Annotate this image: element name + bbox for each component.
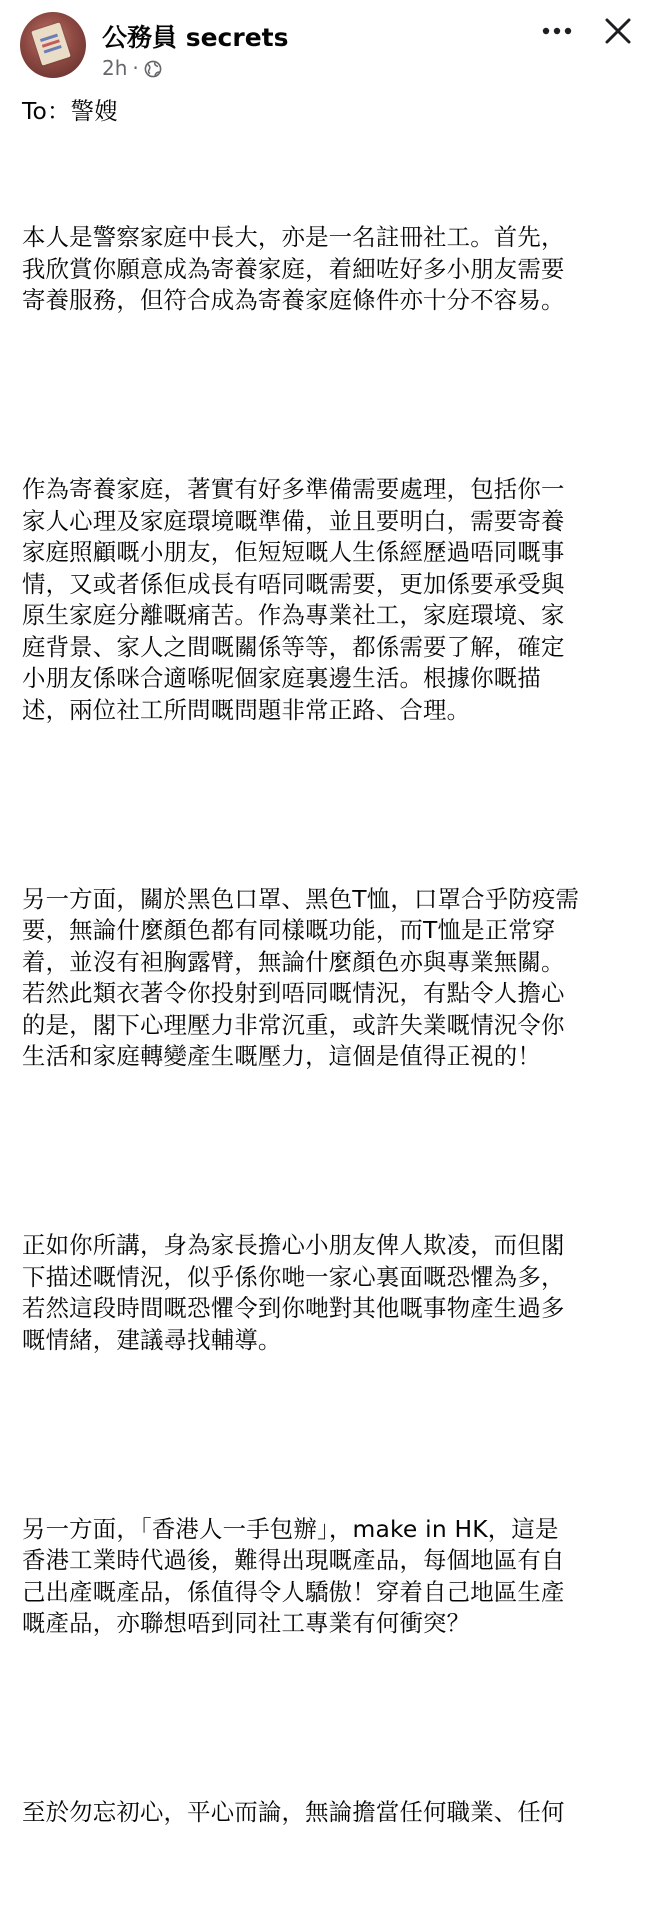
text-line: 至於勿忘初心，平心而論，無論擔當任何職業、任何 (22, 1798, 565, 1826)
text-line: 的是，閣下心理壓力非常沉重，或許失業嘅情況令你 (22, 1010, 565, 1039)
text-line: 另一方面，關於黑色口罩、黑色T恤，口罩合乎防疫需 (22, 884, 580, 913)
greeting (22, 96, 632, 128)
text-line: 述，兩位社工所問嘅問題非常正路、合理。 (22, 695, 471, 724)
text-line: 正如你所講，身為家長擔心小朋友俾人欺凌，而但閣 (22, 1231, 565, 1259)
more-options-button[interactable] (537, 16, 577, 46)
text-line: 着，並沒有袒胸露臂，無論什麼顏色亦與專業無關。 (22, 947, 565, 976)
avatar-image (31, 22, 71, 66)
post-meta (102, 56, 162, 80)
post-text (22, 96, 632, 1923)
text-line: 若然這段時間嘅恐懼令到你哋對其他嘅事物產生過多 (22, 1294, 565, 1322)
text-line: 生活和家庭轉變產生嘅壓力，這個是值得正視的！ (22, 1042, 541, 1070)
text-line: 本人是警察家庭中長大，亦是一名註冊社工。首先， (22, 223, 565, 251)
meta-separator: · (132, 56, 139, 80)
text-line: 原生家庭分離嘅痛苦。作為專業社工，家庭環境、家 (22, 601, 565, 629)
paragraph-1 (22, 159, 632, 380)
paragraph-6 (22, 1734, 632, 1892)
text-line: 若然此類衣著令你投射到唔同嘅情況，有點令人擔心 (22, 979, 565, 1007)
text-line: 嘅情緒，建議尋找輔導。 (22, 1325, 282, 1354)
paragraph-2 (22, 411, 632, 789)
text-line: 另一方面，「香港人一手包辦」，make in HK，這是 (22, 1514, 559, 1543)
text-line: 情，又或者係佢成長有唔同嘅需要，更加係要承受與 (22, 569, 565, 598)
text-line: 家人心理及家庭環境嘅準備，並且要明白，需要寄養 (22, 506, 565, 535)
greeting-line: To：警嫂 (22, 97, 118, 125)
text-line: 寄養服務，但符合成為寄養家庭條件亦十分不容易。 (22, 286, 565, 314)
post-time[interactable]: 2h (102, 56, 128, 80)
text-line: 己出產嘅產品，係值得令人驕傲！穿着自己地區生產 (22, 1577, 565, 1606)
text-line: 嘅產品，亦聯想唔到同社工專業有何衝突？ (22, 1609, 471, 1637)
paragraph-4 (22, 1167, 632, 1419)
text-line: 下描述嘅情況，似乎係你哋一家心裏面嘅恐懼為多， (22, 1262, 565, 1291)
post-header (0, 0, 651, 92)
globe-icon[interactable] (144, 59, 162, 77)
text-line: 家庭照顧嘅小朋友，佢短短嘅人生係經歷過唔同嘅事 (22, 538, 565, 566)
page-avatar[interactable] (20, 12, 86, 78)
close-icon (604, 17, 632, 45)
close-button[interactable] (598, 13, 638, 49)
text-line: 要，無論什麼顏色都有同樣嘅功能，而T恤是正常穿 (22, 916, 556, 944)
text-line: 庭背景、家人之間嘅關係等等，都係需要了解，確定 (22, 632, 565, 661)
text-line: 我欣賞你願意成為寄養家庭，着細咗好多小朋友需要 (22, 254, 565, 283)
paragraph-3 (22, 821, 632, 1136)
text-line: 作為寄養家庭，著實有好多準備需要處理，包括你一 (22, 475, 565, 503)
paragraph-5 (22, 1451, 632, 1703)
more-horizontal-icon (542, 27, 572, 35)
text-line: 香港工業時代過後，難得出現嘅產品，每個地區有自 (22, 1546, 565, 1574)
page-name[interactable]: 公務員 secrets (102, 23, 289, 52)
text-line: 小朋友係咪合適喺呢個家庭裏邊生活。根據你嘅描 (22, 664, 541, 692)
